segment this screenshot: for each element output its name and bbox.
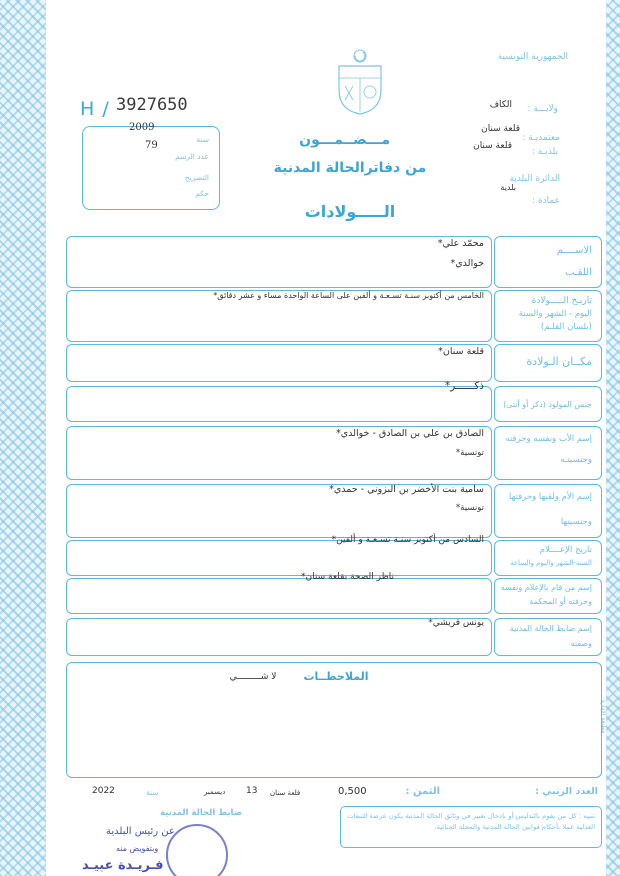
- serial-prefix: H /: [80, 98, 110, 120]
- price-value: 0,500: [338, 786, 367, 797]
- decorative-border-right: [606, 0, 620, 876]
- declaration-date-value: السادس من أكتوبر سنـة تسـعـة و ألفين*: [331, 535, 484, 545]
- mother-nationality-value: تونسية*: [455, 503, 484, 513]
- date-day: 13: [246, 786, 258, 796]
- declarant-label: إسم من قام بالإعلام ونفسه: [500, 583, 592, 592]
- printer-mark: مطبعة الإدارة: [600, 700, 607, 734]
- act-number-label: عدد الرسم: [175, 152, 209, 161]
- birthplace-value: قلعة سنان*: [438, 346, 484, 357]
- birthplace-value-box: [66, 344, 492, 382]
- date-month: ديسمبر: [204, 788, 226, 796]
- date-year-label: سنة: [146, 788, 159, 797]
- delegate-label: وبتفويض منه: [116, 844, 159, 853]
- declaration-date-value-box: [66, 540, 492, 576]
- date-year: 2022: [92, 786, 115, 796]
- officer-label: إسم ضابط الحالة المدنية: [509, 624, 592, 633]
- mother-value: سامية بنت الأخضر بن البزوني - حمدي*: [329, 484, 484, 495]
- decorative-border-left: [0, 0, 46, 876]
- notice-text: تنبيه : كل من يقوم بالتدليس أو بإدخال تغيير في وثائق الحالة المدنية يكون عرضة للتبعات العدلية عملا بأحكام قوانين الحالة المدنية والمجلة الجنائية.: [347, 812, 595, 831]
- declarant-value: ناظر الصحة بقلعة سنان*: [301, 572, 394, 582]
- gender-value-box: [66, 386, 492, 422]
- date-place: قلعة سنان: [270, 789, 301, 797]
- name-label: الاســــم: [556, 245, 592, 256]
- mother-label: إسم الأم ولقبها وحرفتها: [509, 492, 592, 502]
- officer-value: يونس قريشي*: [428, 618, 484, 628]
- remarks-value: لا شـــــــــي: [229, 672, 277, 682]
- daira-label: الدائرة البلدية: [509, 174, 560, 184]
- father-nationality-label: وجنسيتـه: [560, 455, 592, 465]
- wilaya-label: ولايـــة :: [527, 104, 558, 114]
- gender-value: ذكــــــر*: [444, 380, 484, 392]
- act-number-value: 79: [145, 140, 158, 151]
- father-label: إسم الأب ونفسه وحرفته: [505, 434, 592, 444]
- birthdate-sublabel: اليوم - الشهر والسنة: [518, 309, 592, 319]
- surname-label: اللقـب: [565, 267, 592, 278]
- father-nationality-value: تونسية*: [455, 448, 484, 458]
- baladia-value: قلعة سنان: [473, 141, 512, 151]
- declaration-date-label: تاريخ الإعــــلام: [539, 545, 592, 555]
- mootamadia-value: قلعة سنان: [481, 124, 520, 134]
- judgment-label: حكم: [195, 189, 209, 198]
- officer-signature-label: ضابط الحالة المدنية: [160, 808, 242, 818]
- birthdate-label: تاريـخ الـــــولادة: [531, 296, 592, 306]
- year-value: 2009: [129, 122, 155, 133]
- mayor-label: عن رئيس البلدية: [106, 826, 175, 837]
- gender-label: جنس المولود (ذكر أو أنثى): [503, 400, 592, 409]
- official-stamp: [166, 824, 228, 876]
- emblem-icon: [333, 46, 387, 116]
- father-value: الصادق بن علي بن الصادق - خوالدي*: [335, 428, 484, 439]
- year-label: سنة: [196, 135, 209, 144]
- officer-sublabel: وصفته: [570, 639, 592, 648]
- republic-label: الجمهورية التونسية: [497, 52, 568, 62]
- daira-value: بلدية: [500, 183, 516, 192]
- price-label: الثمن :: [405, 786, 440, 797]
- wilaya-value: الكاف: [489, 100, 512, 110]
- birthplace-label: مكــان الـولادة: [526, 355, 592, 368]
- baladia-label: بلديـة :: [531, 147, 558, 157]
- correction-label: التصريح: [184, 173, 209, 182]
- name-value-box: [66, 236, 492, 288]
- mother-nationality-label: وجنسيتها: [560, 517, 592, 527]
- declaration-date-sublabel: السنة-الشهر واليوم والساعة: [510, 559, 592, 567]
- first-name-value: محمّد علي*: [437, 238, 484, 249]
- mootamadia-label: معتمديـة :: [522, 133, 560, 143]
- title-line3: الـــــولادات: [304, 202, 396, 221]
- birthdate-note: (بلسان القلـم): [540, 322, 592, 332]
- title-line2: من دفاترالحالة المدنية: [273, 160, 427, 176]
- remarks-label: الملاحظــات: [303, 670, 369, 683]
- declarant-sublabel: وحرفته أو المحكمة: [529, 597, 592, 606]
- order-label: العدد الرتبي :: [535, 786, 598, 797]
- registry-box: [82, 122, 220, 210]
- signature-name: فـريـدة عبيـد: [82, 858, 164, 873]
- declarant-value-box: [66, 578, 492, 614]
- imada-label: عمادة :: [532, 196, 560, 206]
- surname-value: خوالدي*: [450, 258, 484, 269]
- title-line1: مـــضــمـــون: [299, 132, 390, 148]
- birthdate-value: الخامس من أكتوبر سنـة تسـعـة و ألفين على الساعة الواحدة مساء و عشر دقائق*: [213, 291, 484, 300]
- serial-number: 3927650: [116, 95, 188, 115]
- notice-box: [340, 806, 602, 848]
